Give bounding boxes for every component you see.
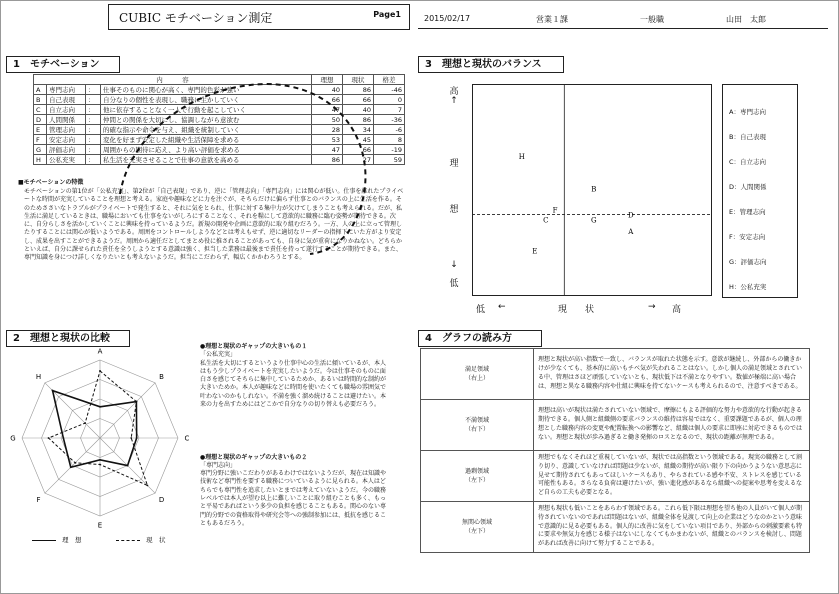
radar-point — [99, 406, 101, 408]
section1-title: 1 モチベーション — [6, 56, 120, 73]
radar-axis-label: G — [10, 434, 16, 443]
gap2-text: 専門分野に強いこだわりがあるわけではないようだが、現在は知識や技術など専門性を要する職務についているように見られる。本人はどちらでも専門性を追求したいとまでは考えていないようだ。今の職務レベルでは本人が望む以上に難しいことに取り組むことも多く、もっと平易であればという多少の負担を感じることもある。関心のない専門的分野での資格取得や研究会等への強制参加には、抵抗を感じることもあるだろう。 — [200, 470, 387, 527]
legend-item: H：公私充実 — [729, 283, 767, 291]
x-axis-label: 現 状 — [558, 305, 595, 315]
reading-area-label — [421, 400, 534, 451]
scatter-point-label: E — [532, 247, 538, 256]
scatter-point-label: C — [543, 216, 549, 225]
row-ideal: 47 — [312, 105, 343, 115]
gap1-heading: ●理想と現状のギャップの大きいもの１ — [200, 343, 308, 350]
row-label: 評価志向 — [47, 145, 86, 155]
area-position: （右下） — [464, 426, 489, 433]
row-gap: 7 — [374, 105, 405, 115]
reading-row — [421, 349, 810, 400]
radar-point — [52, 390, 54, 392]
row-code: F — [34, 135, 47, 145]
x-high-label: 高 — [672, 305, 682, 315]
row-colon: ： — [86, 145, 101, 155]
row-label: 管理志向 — [47, 125, 86, 135]
page-title: CUBIC モチベーション測定 — [119, 11, 273, 25]
row-current: 66 — [343, 95, 374, 105]
row-content: 私生活を充実させることで仕事の意欲を高める — [101, 155, 312, 165]
row-colon: ： — [86, 135, 101, 145]
report-date: 2015/02/17 — [424, 14, 471, 23]
radar-point — [147, 485, 149, 487]
reading-area-description: 理想も現状も低いことをあらわす領域である。これら低下限は理想を望ち他の人員がいて個人が期待されていないのであれば問題はないが、組織全体を見渡して向上の企業はどうなのかという意味で意識的に見る必要もある。個人的に改善に気をしていない項目であり、外部からの刺激要素も特に要求や無気力を感じる様子はないにしなくてもかまわないが、組織とのバランスを検討し、問題があれば改善に向けて努力することである。 — [534, 502, 810, 553]
radar-axis-label: D — [158, 496, 165, 505]
row-code: A — [34, 85, 47, 95]
y-up-arrow: ↑ — [450, 96, 458, 106]
scatter-point-label: H — [518, 152, 525, 161]
row-current: 86 — [343, 115, 374, 125]
row-code: C — [34, 105, 47, 115]
radar-series-ideal — [53, 391, 137, 468]
balance-x-axis — [472, 302, 712, 316]
row-label: 公私充実 — [47, 155, 86, 165]
header-title-box — [108, 4, 410, 30]
gap1-text: 私生活を大切にするというより仕事中心の生活に傾いているが、本人はもう少しプライベートを充実したいようだ。今は仕事そのものに面白さを感じてそちらに集中しているためか、あるいは時間的な制約が大きいためか。本人が趣味などに時間を使いたくても職場の雰囲気で叶わないのかもしれない。不満を強く溜め続けることは避けたい。本来の力を出すためにはどこかで自分なりの切り替えも必要だろう。 — [200, 359, 387, 409]
scatter-point-label: D — [627, 211, 634, 220]
department: 営業１課 — [536, 15, 568, 24]
row-colon: ： — [86, 115, 101, 125]
row-current: 86 — [343, 85, 374, 95]
legend-item: E：管理志向 — [729, 208, 766, 216]
balance-scatter-chart — [472, 84, 712, 296]
row-code: B — [34, 95, 47, 105]
row-colon: ： — [86, 155, 101, 165]
reading-area-label — [421, 502, 534, 553]
radar-axis-label: A — [97, 347, 103, 356]
legend-item: A：専門志向 — [729, 108, 766, 116]
row-ideal: 40 — [312, 85, 343, 95]
y-high-label: 高 — [449, 87, 459, 97]
x-right-arrow: → — [648, 302, 656, 312]
legend-item: G：評価志向 — [729, 258, 767, 266]
area-name: 満足領域 — [464, 366, 489, 373]
person-name: 山田 太郎 — [726, 15, 766, 24]
reading-area-description: 理想でもなくそれほど重視していないが、現状では高指数という領域である。現実の職務として割り切り、意識していなければ問題は少ないが、組織の期待が高い限り下の向かうようない意思志に見せて期待されてもあってほしいケースもあり、やらされている感や不安、ストレスを感じている可能性もある。さらなる負荷は避けたいが、強い進化感があるなら組織への提案や思考を変えるなど自らの工夫も必要となる。 — [534, 451, 810, 502]
row-current: 40 — [343, 105, 374, 115]
row-content: 自分なりの個性を表現し、職務に生かしていく — [101, 95, 312, 105]
gap-analysis — [200, 343, 390, 562]
reading-area-label — [421, 349, 534, 400]
x-left-arrow: ← — [498, 302, 506, 312]
reading-area-label — [421, 451, 534, 502]
header-info — [418, 10, 828, 29]
row-colon: ： — [86, 95, 101, 105]
graph-reading-table — [420, 348, 810, 553]
area-position: （左下） — [464, 528, 489, 535]
scatter-point-label: A — [628, 227, 634, 236]
radar-point — [99, 464, 101, 466]
radar-point — [130, 437, 132, 439]
area-name: 不満領域 — [464, 417, 489, 424]
legend-item: D：人間関係 — [729, 183, 767, 191]
row-label: 専門志向 — [47, 85, 86, 95]
reading-area-description: 理想と現状が高い指数で一致し、バランスが取れた状態を示す。意欲が継続し、外部からの働きかけが少なくても、基本的に高いもチベ気が失われることはない。しかし個人の満足領域とされている中、管理はさほど頑張していないとも、現状低下は不満となりやすい。数値が極端に高い場合は、理想と異なる職務内容や仕組に興味を持てないケースも考えられるので、注意すべきである。 — [534, 349, 810, 400]
row-colon: ： — [86, 105, 101, 115]
legend-ideal-line — [32, 540, 56, 541]
legend-item: C：自立志向 — [729, 158, 767, 166]
area-position: （左下） — [464, 477, 489, 484]
radar-point — [84, 422, 86, 424]
section3-title: 3 理想と現状のバランス — [418, 56, 564, 73]
row-colon: ： — [86, 85, 101, 95]
row-gap: -19 — [374, 145, 405, 155]
row-content: 仕事そのものに関心が高く、専門的色彩が強い — [101, 85, 312, 95]
y-low-label: 低 — [449, 279, 459, 289]
row-gap: -6 — [374, 125, 405, 135]
row-ideal: 28 — [312, 125, 343, 135]
balance-legend — [722, 84, 798, 298]
y-down-arrow: ↓ — [450, 260, 458, 270]
features-text: モチベーションの第1位が「公私充実」、第2位が「自己表現」であり、逆に「管理志向」「専門志向」には関心が低い。仕事を離れたプライベートな時間が充実していることを理想と考える。家庭や趣味などに力を注ぐが、そちらだけに偏らず仕事とのバランスの上に生活を作る。そのためささいなトラブルがプライベートで発生すると、それに気をとられ、仕事に対する集中力が欠けてしまうことも考えられる。だが、私生活に満足しているときは、職場においても仕事をないがしろにすることなく、それを糧にして意欲的に職務に臨む姿勢が期待できる。次に、自分らしさを活かしていくことに興味を持っているようだ。新規の開発や企画に意欲的に取り組むだろう。一方、人の上に立って管理したりすることには関心が低いようである。周囲をコントロールしようなどとは考えもせず、逆に適切なリーダーの指揮下にいた方がより安定し、成果を出すことができるようだ。周囲から適任だとしてまとめ役に推されることがあっても、自身に気が重荷になりかねない。どちらかといえば、自分に課せられた責任を全うしようとする意識は強く、担当した業務は最後まで責任を持って遂行することが期待できる。また、専門知識を身につけ詳しくなりたいとも考えないようだ。担当にこだわらず、幅広くかかわろうとする。 — [24, 188, 404, 262]
y-axis-label-2: 想 — [449, 205, 459, 215]
radar-point — [70, 466, 72, 468]
radar-point — [127, 465, 129, 467]
x-low-label: 低 — [476, 305, 486, 315]
balance-y-axis — [444, 84, 464, 294]
section4-title: 4 グラフの読み方 — [418, 330, 542, 347]
radar-point — [99, 459, 101, 461]
row-content: 変化を好まず安定した組織や生活保障を求める — [101, 135, 312, 145]
row-label: 人間関係 — [47, 115, 86, 125]
row-code: G — [34, 145, 47, 155]
row-gap: -36 — [374, 115, 405, 125]
features-heading: ■モチベーションの特徴 — [18, 179, 84, 186]
reading-row — [421, 502, 810, 553]
row-content: 的確な指示や命令を与え、組織を統制していく — [101, 125, 312, 135]
radar-point — [136, 401, 138, 403]
legend-current-label: 現 状 — [146, 536, 166, 544]
legend-item: B：自己表現 — [729, 133, 766, 141]
reading-row — [421, 400, 810, 451]
radar-point — [74, 462, 76, 464]
row-colon: ： — [86, 125, 101, 135]
row-current: 27 — [343, 155, 374, 165]
row-current: 66 — [343, 145, 374, 155]
area-name: 無関心領域 — [461, 519, 492, 526]
row-gap: 59 — [374, 155, 405, 165]
legend-item: F：安定志向 — [729, 233, 766, 241]
radar-legend — [20, 535, 190, 547]
area-position: （右上） — [464, 375, 489, 382]
row-current: 45 — [343, 135, 374, 145]
gap2-item: 「専門志向」 — [200, 461, 237, 469]
dashed-oval-annotation — [70, 76, 390, 256]
row-current: 34 — [343, 125, 374, 135]
radar-chart — [12, 346, 190, 542]
row-ideal: 50 — [312, 115, 343, 125]
radar-axis-label: E — [97, 521, 103, 530]
radar-axis-label: B — [159, 372, 164, 381]
row-gap: -46 — [374, 85, 405, 95]
row-gap: 8 — [374, 135, 405, 145]
row-ideal: 86 — [312, 155, 343, 165]
row-content: 周囲からの期待に応え、より高い評価を求める — [101, 145, 312, 155]
area-name: 過剰領域 — [464, 468, 489, 475]
page-number: Page1 — [373, 10, 401, 19]
row-code: D — [34, 115, 47, 125]
radar-point — [48, 437, 50, 439]
row-label: 自立志向 — [47, 105, 86, 115]
scatter-point-label: B — [591, 185, 597, 194]
gap2-heading: ●理想と現状のギャップの大きいもの２ — [200, 453, 308, 461]
row-ideal: 53 — [312, 135, 343, 145]
col-current: 現状 — [343, 75, 374, 85]
col-content: 内 容 — [34, 75, 312, 85]
reading-row — [421, 451, 810, 502]
radar-point — [62, 437, 64, 439]
radar-axis-label: C — [184, 434, 190, 443]
row-code: E — [34, 125, 47, 135]
row-code: H — [34, 155, 47, 165]
radar-axis-label: F — [36, 496, 41, 505]
row-label: 安定志向 — [47, 135, 86, 145]
section2-title: 2 理想と現状の比較 — [6, 330, 130, 347]
radar-series-current — [49, 371, 148, 486]
radar-axis-label: H — [35, 372, 42, 381]
row-ideal: 66 — [312, 95, 343, 105]
scatter-point-label: F — [552, 206, 558, 215]
legend-current-line — [116, 540, 140, 541]
col-gap: 格差 — [374, 75, 405, 85]
radar-point — [99, 370, 101, 372]
job-position: 一般職 — [640, 15, 664, 24]
scatter-point-label: G — [591, 216, 597, 225]
row-ideal: 47 — [312, 145, 343, 155]
legend-ideal-label: 理 想 — [62, 536, 82, 544]
reading-area-description: 理想は高いが現状は満たされていない領域で、摩擦にもよる評価的な努力や意欲的な行動が起きる期待できる。個人側と組織側の要求バランスの維持は容易ではなく、重要課題であるが、個人の理想とした職務内容の変更や配置転換への影響など、組織は個人の要求に即座に対応できるものではない。理想と現状が歩み過ぎると働き発揮のロスとなるので、現状の距離が無理である。 — [534, 400, 810, 451]
row-gap: 0 — [374, 95, 405, 105]
row-content: 仲間との関係を大切にし、協調しながら意欲む — [101, 115, 312, 125]
y-axis-label-1: 理 — [449, 159, 459, 169]
row-label: 自己表現 — [47, 95, 86, 105]
row-content: 他に依存することなく一人で行動を起こしていく — [101, 105, 312, 115]
radar-point — [136, 437, 138, 439]
col-ideal: 理想 — [312, 75, 343, 85]
gap1-item: 「公私充実」 — [200, 351, 237, 359]
